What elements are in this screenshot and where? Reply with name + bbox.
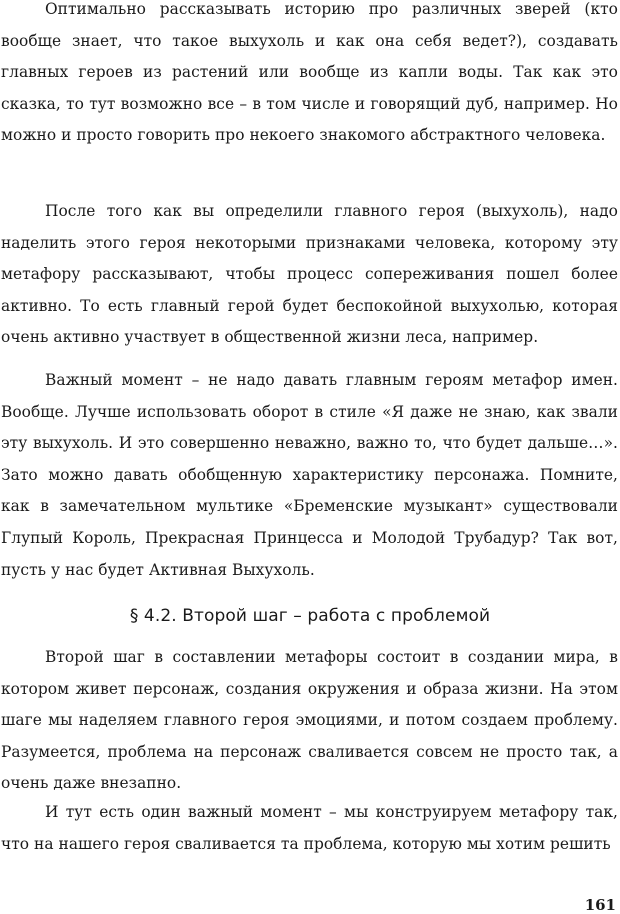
paragraph-animals: Оптимально рассказывать историю про различных зверей (кто вообще знает, что такое выхухоль и как она себя ведет?), создавать главных героев из растений или вообще из капли воды. Так как это сказка, то тут возможно все – в том числе и говорящий дуб, например. Но можно и просто говорить про некоего знакомого абстрактного человека. <box>1 0 618 145</box>
paragraph-second-step: Второй шаг в составлении метафоры состоит в создании мира, в котором живет персонаж, создания окружения и образа жизни. На этом шаге мы наделяем главного героя эмоциями, и потом создаем проблему. Разумеется, проблема на персонаж сваливается совсем не просто так, а очень даже внезапно. <box>1 648 618 793</box>
section-heading: § 4.2. Второй шаг – работа с проблемой <box>129 606 491 626</box>
page-number: 161 <box>584 896 616 914</box>
paragraph-hero-traits: После того как вы определили главного героя (выхухоль), надо наделить этого героя некоторыми признаками человека, которому эту метафору рассказывают, чтобы процесс сопереживания пошел более активно. То есть главный герой будет беспокойной выхухолью, которая очень активно участвует в общественной жизни леса, например. <box>1 202 618 347</box>
paragraph-no-names: Важный момент – не надо давать главным героям метафор имен. Вообще. Лучше использовать оборот в стиле «Я даже не знаю, как звали эту выхухоль. И это совершенно неважно, важно то, что будет дальше…». Зато можно давать обобщенную характеристику персонажа. Помните, как в замечательном мультике «Бременские музыкант» существовали Глупый Король, Прекрасная Принцесса и Молодой Трубадур? Так вот, пусть у нас будет Активная Выхухоль. <box>1 371 618 579</box>
paragraph-important-moment: И тут есть один важный момент – мы конструируем метафору так, что на нашего героя сваливается та проблема, которую мы хотим решить <box>1 803 618 853</box>
